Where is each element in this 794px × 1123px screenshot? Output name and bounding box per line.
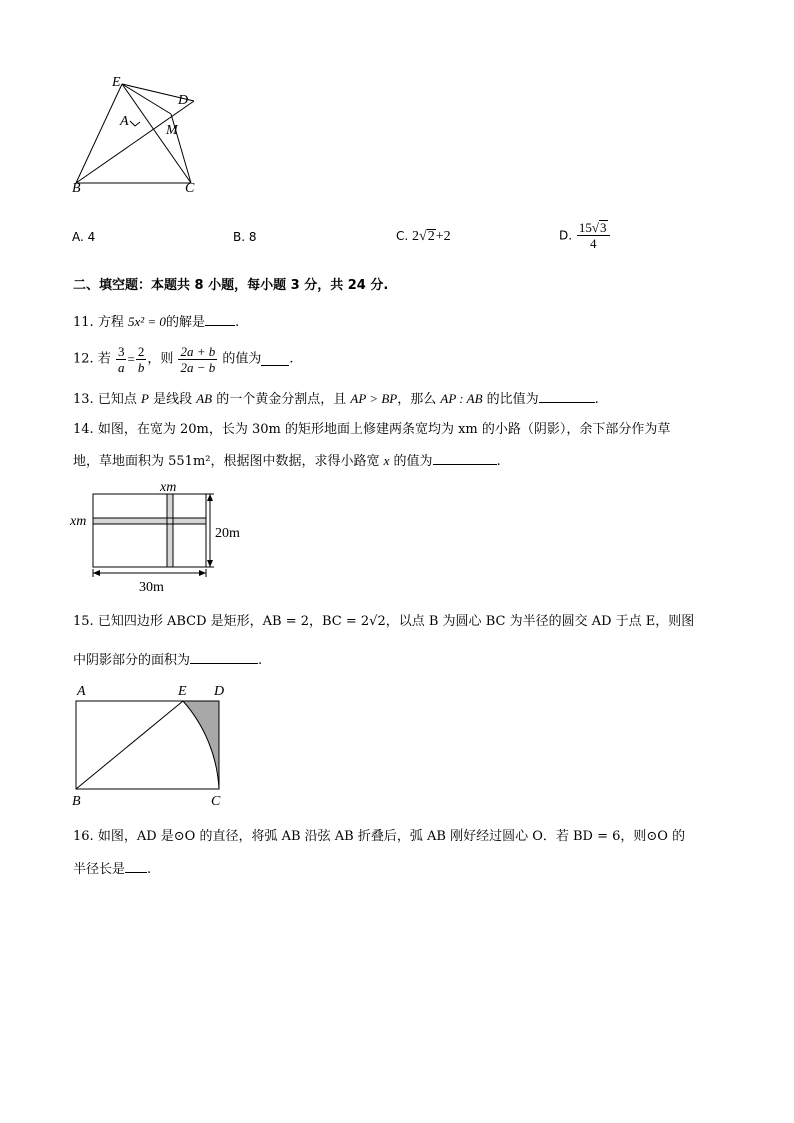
question-15-line1: 15. 已知四边形 ABCD 是矩形，AB = 2，BC = 2√2，以点 B 为圆心 BC 为半径的圆交 AD 于点 E，则图 — [73, 614, 695, 629]
label-right-20m: 20m — [215, 526, 240, 541]
label-D: D — [214, 684, 225, 699]
label-left-xm: xm — [70, 514, 87, 529]
answer-blank[interactable] — [125, 860, 147, 873]
question-11: 11. 方程 5x² = 0的解是 . — [73, 314, 240, 330]
question-14-line1: 14. 如图，在宽为 20m，长为 30m 的矩形地面上修建两条宽均为 xm 的小路（阴影），余下部分作为草 — [73, 422, 671, 437]
question-15-line2: 中阴影部分的面积为 . — [73, 653, 263, 668]
question-16-line1: 16. 如图，AD 是⊙O 的直径，将弧 AB 沿弦 AB 折叠后，弧 AB 刚好经过圆心 O．若 BD = 6，则⊙O 的 — [73, 829, 686, 844]
label-M: M — [166, 123, 178, 138]
question-14-line2: 地，草地面积为 551m²，根据图中数据，求得小路宽 x 的值为 . — [73, 453, 501, 469]
section-heading: 二、填空题：本题共 8 小题，每小题 3 分，共 24 分. — [73, 278, 389, 293]
label-D: D — [178, 93, 189, 108]
answer-blank[interactable] — [261, 353, 289, 366]
answer-blank[interactable] — [433, 452, 497, 465]
question-13: 13. 已知点 P 是线段 AB 的一个黄金分割点，且 AP > BP，那么 AP : AB 的比值为 . — [73, 391, 599, 407]
label-bottom-30m: 30m — [139, 580, 164, 595]
rectangle-arc-figure — [66, 680, 236, 810]
label-A: A — [120, 114, 129, 129]
answer-blank[interactable] — [205, 313, 235, 326]
label-B: B — [72, 181, 81, 196]
option-b: B. 8 — [233, 230, 257, 244]
label-C: C — [185, 181, 195, 196]
answer-blank[interactable] — [539, 390, 595, 403]
answer-blank[interactable] — [190, 651, 258, 664]
label-B: B — [72, 794, 81, 809]
option-c: C. 2√2+2 — [396, 229, 451, 244]
option-d: D. $\frac{15√3}{4}$ — [559, 220, 611, 251]
triangle-figure — [66, 64, 206, 199]
label-top-xm: xm — [160, 480, 177, 495]
option-d-fraction: $\frac{15√3}{4}$ — [577, 220, 610, 251]
label-C: C — [211, 794, 221, 809]
label-E: E — [112, 75, 121, 90]
label-A: A — [77, 684, 86, 699]
label-E: E — [178, 684, 187, 699]
option-a: A. 4 — [72, 230, 96, 244]
question-16-line2: 半径长是 . — [73, 862, 152, 877]
question-12: 12. 若 $\frac{3}{a}$ = $\frac{2}{b}$ ，则 $\frac{2a + b}{2a - b}$ 的值为 . — [73, 344, 294, 375]
rectangle-paths-figure — [66, 478, 256, 598]
